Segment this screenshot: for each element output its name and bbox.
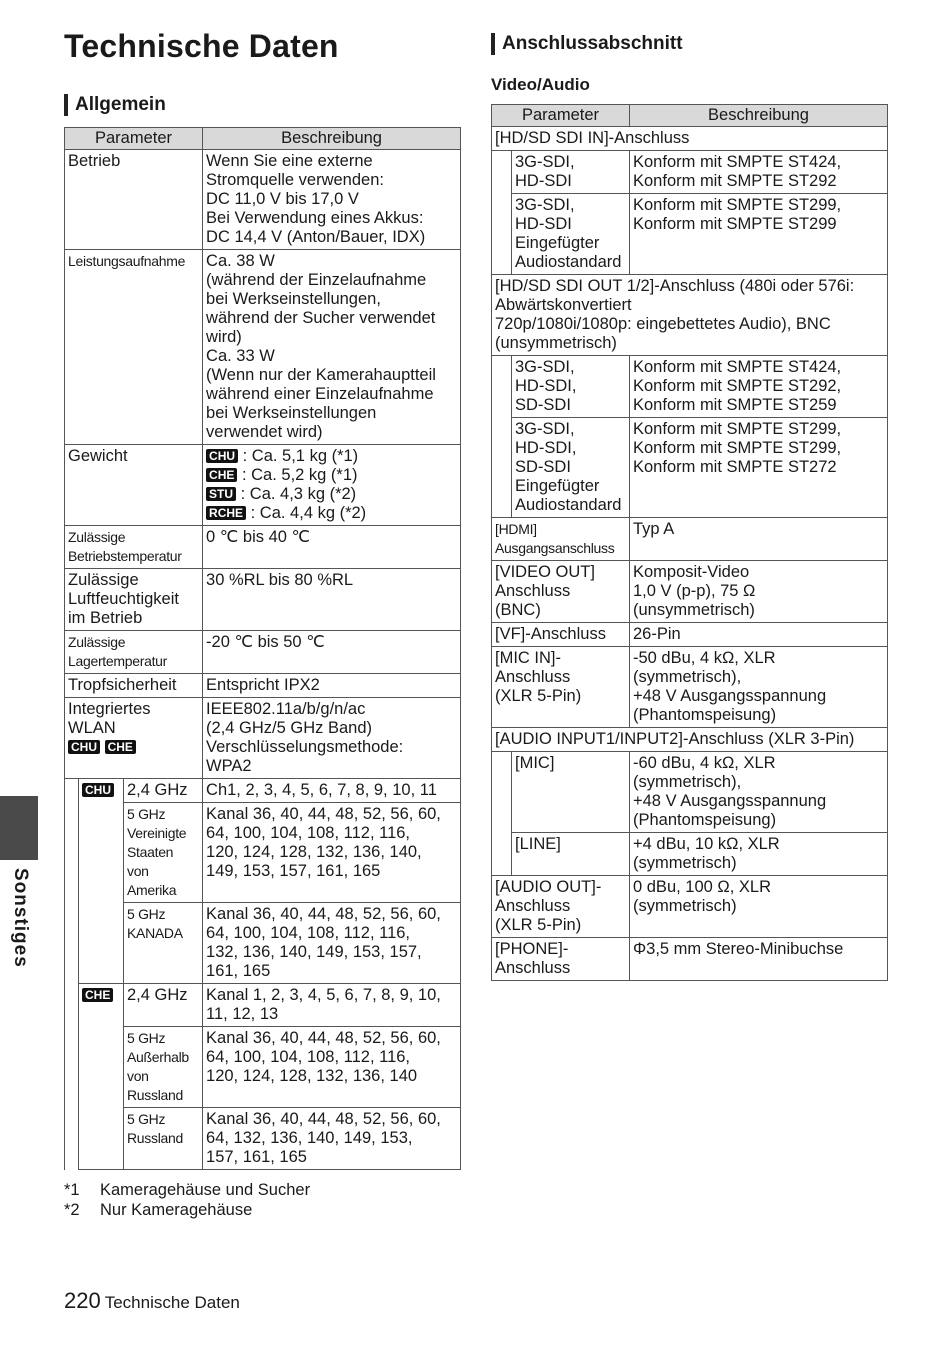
desc-text: Konform mit SMPTE ST424,	[633, 153, 842, 171]
weight-value: : Ca. 5,2 kg (*1)	[237, 466, 358, 484]
footnote-number: *2	[64, 1200, 80, 1219]
param-text: Lagertemperatur	[68, 653, 168, 669]
desc-text: (während der Einzelaufnahme	[206, 271, 427, 289]
param-text: Anschluss	[495, 582, 571, 600]
indent-cell	[65, 779, 79, 984]
band-text: 2,4 GHz	[127, 986, 188, 1004]
param-cell	[65, 526, 203, 569]
desc-text: IEEE802.11a/b/g/n/ac	[206, 700, 366, 718]
desc-text: +48 V Ausgangsspannung	[633, 792, 827, 810]
desc-cell	[630, 518, 888, 561]
param-text: WLAN	[68, 719, 116, 737]
param-text: HD-SDI	[515, 172, 572, 190]
param-text: (XLR 5-Pin)	[495, 687, 582, 705]
desc-text: Ca. 33 W	[206, 347, 275, 365]
table-row	[492, 876, 888, 938]
side-tab-marker	[0, 796, 38, 860]
channel-text: 120, 124, 128, 132, 136, 140	[206, 1067, 418, 1085]
sdi-in-title-row	[492, 127, 888, 151]
param-text: Zulässige	[68, 634, 126, 650]
model-badge-rche: RCHE	[206, 506, 246, 520]
footnote-text: Nur Kameragehäuse	[100, 1200, 253, 1219]
channel-text: 157, 161, 165	[206, 1148, 307, 1166]
param-text: Audiostandard	[515, 253, 622, 271]
param-cell	[65, 674, 203, 698]
param-cell	[65, 150, 203, 250]
desc-cell	[630, 623, 888, 647]
param-cell	[492, 647, 630, 728]
desc-text: Konform mit SMPTE ST299,	[633, 439, 842, 457]
table-row	[65, 698, 461, 779]
param-text: SD-SDI	[515, 458, 571, 476]
wlan-row	[65, 1108, 461, 1170]
column-header-description: Beschreibung	[203, 128, 461, 150]
sdi-in-title	[492, 127, 888, 151]
page-title: Technische Daten	[64, 28, 339, 64]
band-text: KANADA	[127, 925, 183, 941]
desc-text: -20 ℃ bis 50 ℃	[206, 633, 325, 651]
desc-text: (Wenn nur der Kamerahauptteil	[206, 366, 436, 384]
desc-text: wird)	[206, 328, 242, 346]
indent-cell	[65, 984, 79, 1170]
channel-text: 132, 136, 140, 149, 153, 157,	[206, 943, 422, 961]
param-text: 3G-SDI,	[515, 196, 575, 214]
desc-text: Konform mit SMPTE ST292,	[633, 377, 842, 395]
param-text: [MIC IN]-	[495, 649, 561, 667]
footnote-text: Kameragehäuse und Sucher	[100, 1181, 311, 1199]
indent-cell	[492, 752, 512, 876]
param-text: Eingefügter	[515, 477, 600, 495]
param-text: im Betrieb	[68, 609, 143, 627]
desc-cell	[630, 561, 888, 623]
param-cell	[65, 250, 203, 445]
band-text: Amerika	[127, 882, 177, 898]
param-text: Gewicht	[68, 447, 128, 465]
page-number: 220	[64, 1288, 101, 1313]
band-cell	[124, 803, 203, 903]
subheading-video-audio: Video/Audio	[491, 75, 590, 94]
desc-text: Entspricht IPX2	[206, 676, 320, 694]
param-cell	[492, 518, 630, 561]
band-cell	[124, 1027, 203, 1108]
channel-text: 64, 100, 104, 108, 112, 116,	[206, 1048, 411, 1066]
desc-text: DC 14,4 V (Anton/Bauer, IDX)	[206, 228, 426, 246]
param-cell	[512, 194, 630, 275]
table-row	[492, 752, 888, 833]
desc-cell	[203, 698, 461, 779]
weight-line	[206, 447, 457, 466]
audio-input-title-row	[492, 728, 888, 752]
desc-text: 0 dBu, 100 Ω, XLR	[633, 878, 772, 896]
desc-text: verwendet wird)	[206, 423, 323, 441]
param-text: SD-SDI	[515, 396, 571, 414]
desc-cell	[630, 752, 888, 833]
param-cell	[512, 752, 630, 833]
desc-text: bei Werkseinstellungen	[206, 404, 377, 422]
param-text: Leistungsaufnahme	[68, 253, 186, 269]
param-text: Audiostandard	[515, 496, 622, 514]
param-text: Betriebstemperatur	[68, 548, 182, 564]
table-row	[65, 674, 461, 698]
param-cell	[512, 418, 630, 518]
param-text: (BNC)	[495, 601, 541, 619]
param-text: Zulässige	[68, 529, 126, 545]
page-footer	[64, 1288, 240, 1314]
sdi-out-title-row	[492, 275, 888, 356]
desc-cell	[630, 194, 888, 275]
group-title-text: Abwärtskonvertiert	[495, 296, 632, 314]
desc-text: (symmetrisch)	[633, 854, 737, 872]
channel-cell	[203, 984, 461, 1027]
table-row	[65, 250, 461, 445]
table-row	[492, 833, 888, 876]
band-cell	[124, 903, 203, 984]
weight-line	[206, 466, 457, 485]
desc-text: Ca. 38 W	[206, 252, 275, 270]
band-text: 5 GHz	[127, 906, 166, 922]
channel-text: 11, 12, 13	[206, 1005, 279, 1023]
param-text: Anschluss	[495, 897, 571, 915]
desc-text: -50 dBu, 4 kΩ, XLR	[633, 649, 776, 667]
param-text: Anschluss	[495, 668, 571, 686]
param-text: Anschluss	[495, 959, 571, 977]
param-text: Eingefügter	[515, 234, 600, 252]
channel-text: Kanal 36, 40, 44, 48, 52, 56, 60,	[206, 1110, 441, 1128]
channel-cell	[203, 1108, 461, 1170]
wlan-row	[65, 1027, 461, 1108]
channel-cell	[203, 803, 461, 903]
band-text: Russland	[127, 1130, 183, 1146]
band-text: von	[127, 863, 149, 879]
param-text: HD-SDI,	[515, 377, 577, 395]
section-heading-general: Allgemein	[64, 94, 166, 116]
band-text: Außerhalb	[127, 1049, 189, 1065]
table-header-row	[492, 105, 888, 127]
param-cell	[512, 833, 630, 876]
param-text: HD-SDI	[515, 215, 572, 233]
band-text: Staaten	[127, 844, 174, 860]
model-badges	[68, 738, 199, 757]
side-tab-label: Sonstiges	[10, 868, 31, 968]
param-text: [PHONE]-	[495, 940, 569, 958]
param-text: 3G-SDI,	[515, 358, 575, 376]
desc-cell	[630, 833, 888, 876]
wlan-row	[65, 803, 461, 903]
desc-cell	[630, 938, 888, 981]
desc-text: Bei Verwendung eines Akkus:	[206, 209, 424, 227]
table-row	[492, 561, 888, 623]
desc-text: Typ A	[633, 520, 675, 538]
desc-text: Φ3,5 mm Stereo-Minibuchse	[633, 940, 844, 958]
group-title-text: [HD/SD SDI IN]-Anschluss	[495, 129, 690, 147]
desc-text: (Phantomspeisung)	[633, 706, 777, 724]
param-cell	[492, 623, 630, 647]
table-row	[492, 938, 888, 981]
param-cell	[65, 631, 203, 674]
desc-text: Komposit-Video	[633, 563, 750, 581]
desc-cell	[203, 631, 461, 674]
band-cell	[124, 1108, 203, 1170]
param-cell	[492, 876, 630, 938]
table-row	[65, 631, 461, 674]
weight-value: : Ca. 4,4 kg (*2)	[246, 504, 367, 522]
desc-text: Konform mit SMPTE ST292	[633, 172, 837, 190]
table-row	[65, 526, 461, 569]
section-heading-connections: Anschlussabschnitt	[491, 33, 683, 55]
channel-cell	[203, 779, 461, 803]
param-text: Integriertes	[68, 700, 151, 718]
table-row	[492, 623, 888, 647]
footer-title: Technische Daten	[104, 1293, 240, 1312]
channel-cell	[203, 903, 461, 984]
band-cell	[124, 779, 203, 803]
param-text: [VIDEO OUT]	[495, 563, 595, 581]
param-text: [AUDIO OUT]-	[495, 878, 602, 896]
channel-text: Kanal 36, 40, 44, 48, 52, 56, 60,	[206, 1029, 441, 1047]
wlan-row	[65, 779, 461, 803]
table-row	[65, 150, 461, 250]
table-header-row	[65, 128, 461, 150]
param-cell	[65, 569, 203, 631]
weight-line	[206, 504, 457, 523]
desc-text: 1,0 V (p-p), 75 Ω	[633, 582, 756, 600]
band-text: 5 GHz	[127, 806, 166, 822]
desc-cell	[203, 674, 461, 698]
desc-text: (symmetrisch),	[633, 773, 742, 791]
param-cell	[512, 356, 630, 418]
sdi-out-title	[492, 275, 888, 356]
desc-cell	[203, 526, 461, 569]
desc-text: Konform mit SMPTE ST272	[633, 458, 837, 476]
desc-text: (2,4 GHz/5 GHz Band)	[206, 719, 373, 737]
channel-text: Kanal 1, 2, 3, 4, 5, 6, 7, 8, 9, 10,	[206, 986, 441, 1004]
model-badge-chu: CHU	[82, 783, 114, 797]
desc-text: während der Sucher verwendet	[206, 309, 436, 327]
weight-line	[206, 485, 457, 504]
desc-text: Konform mit SMPTE ST299,	[633, 420, 842, 438]
band-text: von	[127, 1068, 149, 1084]
general-specs-table	[64, 127, 461, 1170]
desc-cell	[630, 647, 888, 728]
param-text: [MIC]	[515, 754, 555, 772]
param-text: Luftfeuchtigkeit	[68, 590, 179, 608]
desc-text: 26-Pin	[633, 625, 681, 643]
table-row	[492, 647, 888, 728]
param-cell	[492, 938, 630, 981]
table-row	[492, 194, 888, 275]
model-badge-chu: CHU	[68, 740, 100, 754]
param-text: [HDMI]	[495, 521, 537, 537]
param-cell	[65, 698, 203, 779]
footnote	[64, 1181, 310, 1200]
param-cell	[492, 561, 630, 623]
param-cell	[512, 151, 630, 194]
column-header-description: Beschreibung	[630, 105, 888, 127]
band-text: 5 GHz	[127, 1111, 166, 1127]
param-text: Zulässige	[68, 571, 139, 589]
desc-text: Konform mit SMPTE ST259	[633, 396, 837, 414]
desc-cell	[203, 445, 461, 526]
desc-text: (Phantomspeisung)	[633, 811, 777, 829]
desc-text: Konform mit SMPTE ST424,	[633, 358, 842, 376]
table-row	[65, 569, 461, 631]
group-title-text: 720p/1080i/1080p: eingebettetes Audio), BNC	[495, 315, 831, 333]
model-badge-chu: CHU	[206, 449, 238, 463]
param-text: Betrieb	[68, 152, 121, 170]
param-text: 3G-SDI,	[515, 420, 575, 438]
param-text: [VF]-Anschluss	[495, 625, 606, 643]
wlan-group-chu	[79, 779, 124, 984]
indent-cell	[492, 151, 512, 275]
wlan-row	[65, 984, 461, 1027]
desc-cell	[203, 250, 461, 445]
desc-cell	[630, 356, 888, 418]
desc-text: DC 11,0 V bis 17,0 V	[206, 190, 359, 208]
channel-text: 161, 165	[206, 962, 271, 980]
channel-text: 149, 153, 157, 161, 165	[206, 862, 381, 880]
table-row	[65, 445, 461, 526]
desc-text: Verschlüsselungsmethode:	[206, 738, 404, 756]
desc-text: -60 dBu, 4 kΩ, XLR	[633, 754, 776, 772]
band-text: 5 GHz	[127, 1030, 166, 1046]
desc-text: WPA2	[206, 757, 252, 775]
desc-text: (symmetrisch),	[633, 668, 742, 686]
column-header-parameter: Parameter	[65, 128, 203, 150]
band-text: 2,4 GHz	[127, 781, 188, 799]
desc-cell	[630, 151, 888, 194]
desc-text: (unsymmetrisch)	[633, 601, 755, 619]
model-badge-stu: STU	[206, 487, 236, 501]
table-row	[492, 151, 888, 194]
band-cell	[124, 984, 203, 1027]
footnote-number: *1	[64, 1181, 80, 1199]
channel-text: 64, 100, 104, 108, 112, 116,	[206, 924, 411, 942]
desc-text: 0 ℃ bis 40 ℃	[206, 528, 311, 546]
group-title-text: [HD/SD SDI OUT 1/2]-Anschluss (480i oder 576i:	[495, 277, 855, 295]
desc-cell	[630, 418, 888, 518]
band-text: Russland	[127, 1087, 183, 1103]
channel-cell	[203, 1027, 461, 1108]
wlan-group-che	[79, 984, 124, 1170]
channel-text: 64, 132, 136, 140, 149, 153,	[206, 1129, 413, 1147]
connection-specs-table	[491, 104, 888, 981]
desc-cell	[630, 876, 888, 938]
channel-text: Kanal 36, 40, 44, 48, 52, 56, 60,	[206, 805, 441, 823]
table-row	[492, 418, 888, 518]
desc-cell	[203, 569, 461, 631]
param-text: (XLR 5-Pin)	[495, 916, 582, 934]
param-text: HD-SDI,	[515, 439, 577, 457]
desc-text: bei Werkseinstellungen,	[206, 290, 381, 308]
weight-value: : Ca. 5,1 kg (*1)	[238, 447, 359, 465]
desc-cell	[203, 150, 461, 250]
desc-text: Konform mit SMPTE ST299	[633, 215, 837, 233]
channel-text: 64, 100, 104, 108, 112, 116,	[206, 824, 411, 842]
channel-text: Ch1, 2, 3, 4, 5, 6, 7, 8, 9, 10, 11	[206, 781, 437, 799]
weight-value: : Ca. 4,3 kg (*2)	[236, 485, 357, 503]
table-row	[492, 356, 888, 418]
desc-text: Konform mit SMPTE ST299,	[633, 196, 842, 214]
channel-text: 120, 124, 128, 132, 136, 140,	[206, 843, 422, 861]
table-row	[492, 518, 888, 561]
desc-text: +4 dBu, 10 kΩ, XLR	[633, 835, 780, 853]
desc-text: 30 %RL bis 80 %RL	[206, 571, 354, 589]
group-title-text: (unsymmetrisch)	[495, 334, 617, 352]
desc-text: (symmetrisch)	[633, 897, 737, 915]
param-text: Tropfsicherheit	[68, 676, 177, 694]
desc-text: Stromquelle verwenden:	[206, 171, 384, 189]
model-badge-che: CHE	[82, 988, 113, 1002]
model-badge-che: CHE	[206, 468, 237, 482]
column-header-parameter: Parameter	[492, 105, 630, 127]
model-badge-che: CHE	[105, 740, 136, 754]
indent-cell	[492, 356, 512, 518]
desc-text: Wenn Sie eine externe	[206, 152, 373, 170]
band-text: Vereinigte	[127, 825, 187, 841]
param-text: [LINE]	[515, 835, 561, 853]
audio-input-title	[492, 728, 888, 752]
footnote	[64, 1201, 252, 1220]
desc-text: während einer Einzelaufnahme	[206, 385, 434, 403]
param-text: Ausgangsanschluss	[495, 540, 615, 556]
channel-text: Kanal 36, 40, 44, 48, 52, 56, 60,	[206, 905, 441, 923]
wlan-row	[65, 903, 461, 984]
param-cell	[65, 445, 203, 526]
desc-text: +48 V Ausgangsspannung	[633, 687, 827, 705]
group-title-text: [AUDIO INPUT1/INPUT2]-Anschluss (XLR 3-Pin)	[495, 730, 855, 748]
param-text: 3G-SDI,	[515, 153, 575, 171]
